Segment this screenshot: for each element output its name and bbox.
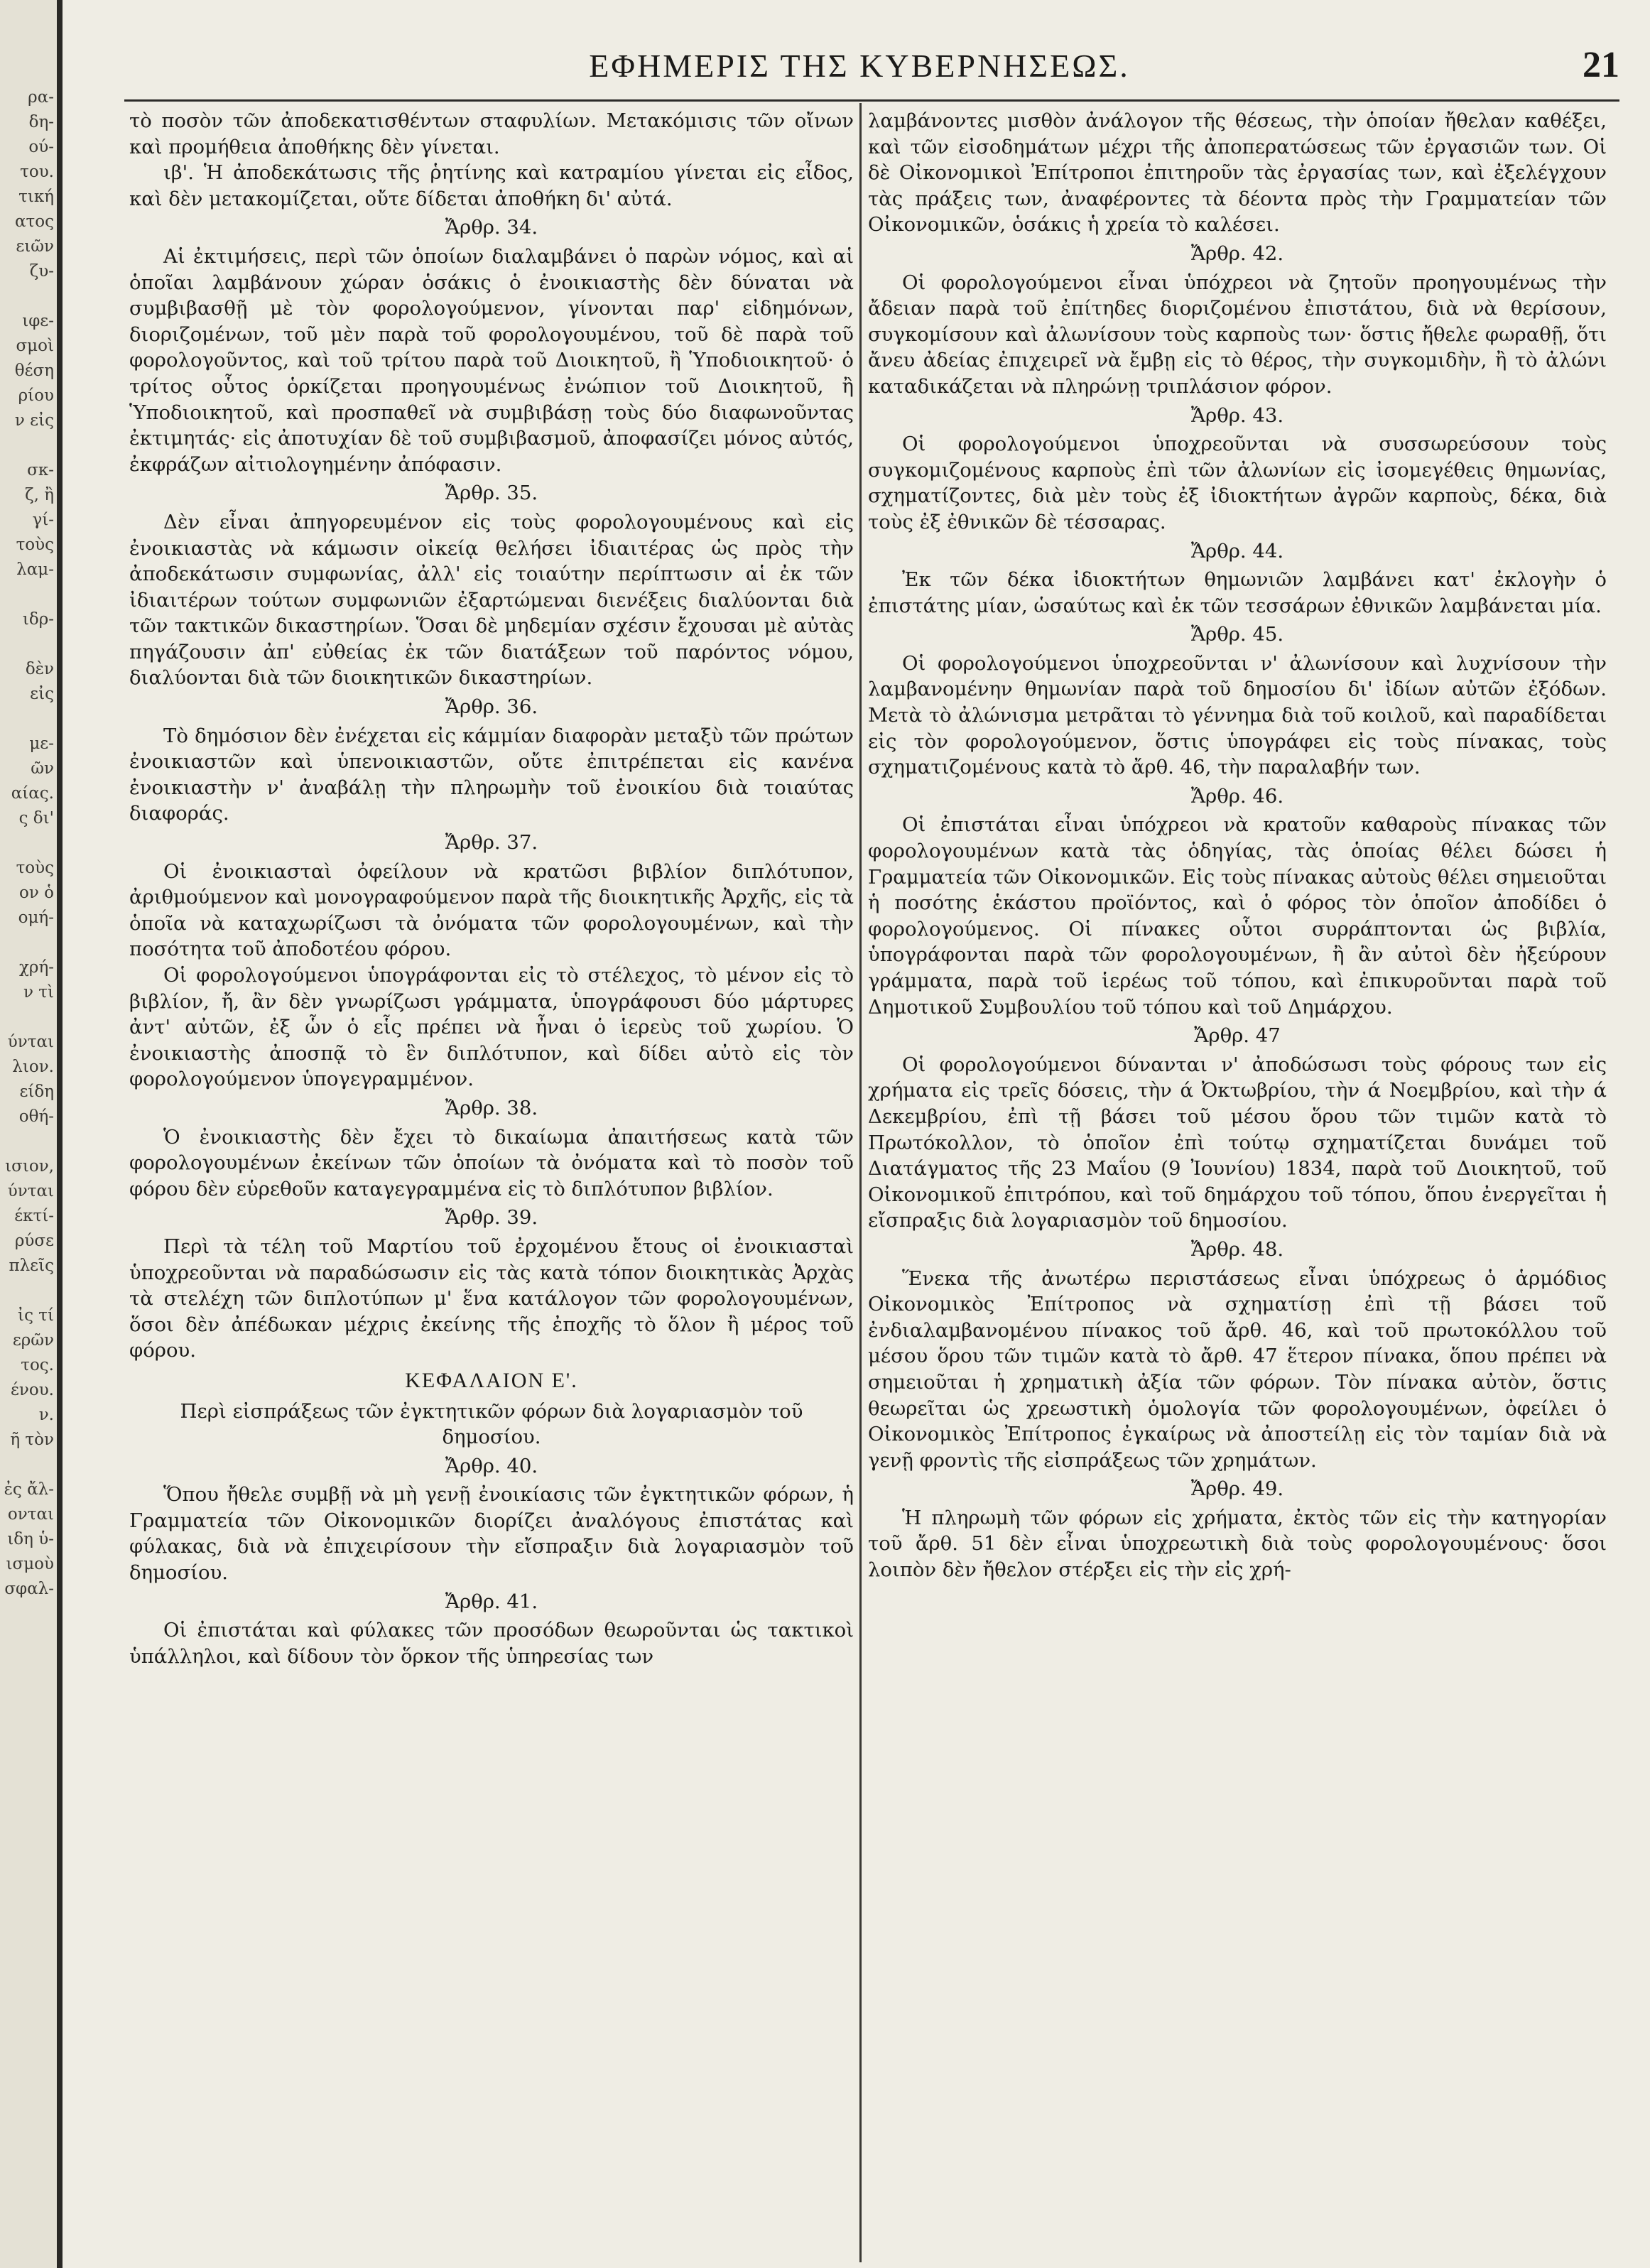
margin-fragment: με- [29,734,54,753]
column-rule [859,103,862,2262]
margin-fragment: είδη [19,1083,54,1101]
margin-fragment [4,433,54,458]
margin-fragment: αίας. [11,784,54,803]
margin-fragment: ισιον, [5,1157,54,1176]
margin-fragment: ἐς ἄλ- [4,1480,54,1499]
margin-fragment [4,1005,54,1030]
adjacent-page-fragments [4,85,54,1602]
page-number: 21 [1583,45,1619,85]
margin-fragment: ού- [28,138,54,156]
article-heading: Ἄρθρ. 48. [1190,1237,1284,1261]
left-column [129,108,854,1669]
article-heading: Ἄρθρ. 47 [1194,1024,1281,1048]
margin-fragment: σκ- [27,461,54,479]
margin-fragment [4,1129,54,1154]
margin-fragment: ζυ- [29,262,54,281]
margin-fragment: ρύσε [14,1232,54,1250]
paragraph: Οἱ ἐνοικιασταὶ ὀφείλουν νὰ κρατῶσι βιβλίον διπλότυπον, ἀριθμούμενον καὶ μονογραφούμενον παρὰ τῆς διοικητικῆς Ἀρχῆς, εἰς τὰ ὁποῖα νὰ καταχωρίζωσι τὰ ὀνόματα τῶν φορολογουμένων, καὶ τὴν ποσότητα τοῦ ἀποδοτέου φόρου. [129,859,854,961]
paragraph: Οἱ ἐπιστάται εἶναι ὑπόχρεοι νὰ κρατοῦν καθαροὺς πίνακας τῶν φορολογουμένων κατὰ τὰς ὁδηγίας, τὰς ὁποίας θέλει δώσει ἡ Γραμματεία τῶν Οἰκονομικῶν. Εἰς τοὺς πίνακας αὐτοὺς θέλει σημειοῦται ἡ ποσότης ἑκάστου προϊόντος, καὶ ὁ φόρος τὸν ὁποῖον ἀποδίδει ὁ φορολογούμενος. Οἱ πίνακες οὗτοι συρράπτονται ὡς βιβλία, ὑπογράφονται παρὰ τῶν φορολογουμένων, ἢ ἂν αὐτοὶ δὲν ἠξεύρουν γράμματα, παρὰ τοῦ ἱερέως τοῦ τόπου, καὶ ἐπικυροῦνται παρὰ τοῦ Δημοτικοῦ Συμβουλίου τοῦ τόπου καὶ τοῦ Δημάρχου. [868,813,1607,1019]
margin-fragment: ρίου [18,386,54,405]
margin-fragment: του. [20,163,54,181]
article-heading: Ἄρθρ. 41. [445,1590,538,1613]
margin-fragment: ειῶν [16,237,54,256]
margin-fragment [4,1279,54,1303]
margin-fragment: τος. [21,1356,54,1374]
margin-fragment: θέση [14,362,54,380]
paragraph: Αἱ ἐκτιμήσεις, περὶ τῶν ὁποίων διαλαμβάνει ὁ παρὼν νόμος, καὶ αἱ ὁποῖαι λαμβάνουν χώραν ὁσάκις ὁ ἐνοικιαστὴς δὲν δύναται νὰ συμβιβασθῇ μὲ τὸν φορολογούμενον, γίνονται παρ' εἰδημόνων, διοριζομένων, τοῦ μὲν παρὰ τοῦ φορολογουμένου, τοῦ δὲ παρὰ τοῦ φορολογοῦντος, καὶ τοῦ τρίτου παρὰ τοῦ Διοικητοῦ, ἢ Ὑποδιοικητοῦ· ὁ τρίτος οὗτος ὁρκίζεται προηγουμένως ἐνώπιον τοῦ Διοικητοῦ, ἢ Ὑποδιοικητοῦ, καὶ προσπαθεῖ νὰ συμβιβάσῃ τοὺς δύο διαφωνοῦντας ἐκτιμητάς· εἰς ἀποτυχίαν δὲ τοῦ συμβιβασμοῦ, ἀποφασίζει μόνος αὐτός, ἐκφράζων αἰτιολογημένην ἀπόφασιν. [129,244,854,476]
paragraph: Οἱ ἐπιστάται καὶ φύλακες τῶν προσόδων θεωροῦνται ὡς τακτικοὶ ὑπάλληλοι, καὶ δίδουν τὸν ὅρκον τῆς ὑπηρεσίας των [129,1619,854,1668]
book-spine [57,0,63,2268]
margin-fragment: ον ὁ [19,884,54,902]
paragraph: Περὶ τὰ τέλη τοῦ Μαρτίου τοῦ ἐρχομένου ἔτους οἱ ἐνοικιασταὶ ὑποχρεοῦνται νὰ παραδώσωσιν εἰς τὰς κατὰ τόπον διοικητικὰς Ἀρχὰς τὰ στελέχη τῶν διπλοτύπων μ' ἕνα κατάλογον τῶν φορολογουμένων, ὅσοι δὲν ἀπέδωκαν μέχρις ἐκείνης τῆς ἐποχῆς τὸ ὅλον ἢ μέρος τοῦ φόρου. [129,1235,854,1362]
margin-fragment: ρα- [28,88,54,107]
margin-fragment: ν. [38,1406,54,1424]
margin-fragment: ομή- [18,908,54,927]
margin-fragment: έκτί- [14,1207,54,1225]
margin-fragment: ιδρ- [22,610,54,629]
margin-fragment: ισμοὺ [6,1555,54,1573]
margin-fragment: ιδη ὑ- [7,1530,54,1548]
margin-fragment: ονται [7,1505,54,1524]
article-heading: Ἄρθρ. 42. [1190,242,1284,265]
right-column [868,108,1607,1583]
margin-fragment: ζ, ἢ [25,486,54,504]
article-heading: Ἄρθρ. 46. [1190,784,1284,808]
paragraph: Οἱ φορολογούμενοι ὑπογράφονται εἰς τὸ στέλεχος, τὸ μένον εἰς τὸ βιβλίον, ἤ, ἂν δὲν γνωρίζωσι γράμματα, ὑπογράφουσι δύο μάρτυρες ἀντ' αὐτῶν, ἐξ ὧν ὁ εἷς πρέπει νὰ ἦναι ὁ ἱερεὺς τοῦ χωρίου. Ὁ ἐνοικιαστὴς ἀποσπᾷ τὸ ἓν διπλότυπον, καὶ δίδει αὐτὸ εἰς τὸν φορολογούμενον ὑπογεγραμμένον. [129,964,854,1091]
article-heading: Ἄρθρ. 43. [1190,403,1284,427]
paragraph: Οἱ φορολογούμενοι εἶναι ὑπόχρεοι νὰ ζητοῦν προηγουμένως τὴν ἄδειαν παρὰ τοῦ ἐπίτηδες διοριζομένου ἐπιστάτου, διὰ νὰ θερίσουν, συγκομίσουν καὶ ἀλωνίσουν τοὺς καρποὺς των· ὅστις ἤθελε φωραθῇ, ὅτι ἄνευ ἀδείας ἐπιχειρεῖ νὰ ἔμβῃ εἰς τὸ θέρος, τὴν συγκομιδὴν, ἢ τὸ ἀλώνι καταδικάζεται νὰ πληρώνῃ τριπλάσιον φόρον. [868,271,1607,398]
margin-fragment: ν τὶ [23,983,54,1002]
margin-fragment: χρή- [18,958,54,977]
margin-fragment: ῆ τὸν [10,1431,54,1449]
margin-fragment: τοὺς [16,859,54,877]
paragraph: λαμβάνοντες μισθὸν ἀνάλογον τῆς θέσεως, τὴν ὁποίαν ἤθελαν καθέξει, καὶ τῶν εἰσοδημάτων μέχρι τῆς ἀποπερατώσεως τῶν ἐργασιῶν των. Οἱ δὲ Οἰκονομικοὶ Ἐπίτροποι ἐπιτηροῦν τὰς ἐργασίας των, καὶ ἐξελέγχουν τὰς πράξεις των, ἀναφέροντες τὰ δέοντα πρὸς τὴν Γραμματείαν τῶν Οἰκονομικῶν, ὁσάκις ἡ χρεία τὸ καλέσει. [868,109,1607,237]
margin-fragment: ύνται [7,1033,54,1051]
margin-fragment: πλεῖς [9,1257,54,1275]
article-heading: Ἄρθρ. 34. [445,216,538,239]
paragraph: Ἡ πληρωμὴ τῶν φόρων εἰς χρήματα, ἐκτὸς τῶν εἰς τὴν κατηγορίαν τοῦ ἄρθ. 51 δὲν εἶναι ὑποχρεωτικὴ διὰ τοὺς φορολογουμένους· ὅσοι λοιπὸν δὲν ἤθελον στέρξει εἰς τὴν εἰς χρή- [868,1506,1607,1582]
margin-fragment [4,284,54,309]
page-header [85,44,1634,87]
left-page-gutter [0,0,63,2268]
paragraph: Οἱ φορολογούμενοι ὑποχρεοῦνται νὰ συσσωρεύσουν τοὺς συγκομιζομένους καρποὺς ἐπὶ τῶν ἀλωνίων εἰς ἰσομεγέθεις θημωνίας, σχηματίζοντες, διὰ μὲν τοὺς ἐξ ἰδιοκτήτων ἀγρῶν καρποὺς, δέκα, διὰ τοὺς ἐξ ἐθνικῶν δὲ τέσσαρας. [868,433,1607,533]
article-heading: Ἄρθρ. 35. [445,482,538,505]
margin-fragment: γί- [32,511,54,529]
margin-fragment: ιφε- [22,312,54,330]
paragraph: τὸ ποσὸν τῶν ἀποδεκατισθέντων σταφυλίων. Μετακόμισις τῶν οἴνων καὶ προμήθεια ἀποθήκης δὲν γίνεται. [129,109,854,158]
margin-fragment: λαμ- [16,560,54,579]
margin-fragment: οθή- [18,1107,54,1126]
article-heading: Ἄρθρ. 40. [445,1454,538,1477]
margin-fragment: τική [18,188,54,206]
margin-fragment: ατος [15,212,54,231]
margin-fragment: ένου. [10,1381,54,1399]
margin-fragment [4,632,54,657]
margin-fragment: σφαλ- [4,1580,54,1598]
margin-fragment [4,582,54,607]
paragraph: Ὅπου ἤθελε συμβῇ νὰ μὴ γενῇ ἐνοικίασις τῶν ἐγκτητικῶν φόρων, ἡ Γραμματεία τῶν Οἰκονομικῶν διορίζει ἀναλόγους ἐπιστάτας καὶ φύλακας, διὰ νὰ ἐπιχειρίσουν τὴν εἴσπραξιν διὰ λογαριασμὸν τοῦ δημοσίου. [129,1483,854,1585]
page-title: ΕΦΗΜΕΡΙΣ ΤΗΣ ΚΥΒΕΡΝΗΣΕΩΣ. [589,48,1130,84]
margin-fragment [4,1453,54,1477]
paragraph: Ἕνεκα τῆς ἀνωτέρω περιστάσεως εἶναι ὑπόχρεως ὁ ἁρμόδιος Οἰκονομικὸς Ἐπίτροπος νὰ σχηματίσῃ ἐπὶ τῇ βάσει τοῦ ἐνδιαλαμβανομένου πίνακος τοῦ ἄρθ. 46, καὶ τοῦ πρωτοκόλλου τοῦ μέσου ὅρου τῶν τιμῶν κατὰ τὸ ἄρθ. 47 ἕτερον πίνακα, ὅπου πρέπει νὰ σημειοῦται ἡ χρηματικὴ ἀξία τῶν φόρων. Τὸν πίνακα αὐτὸν, ὅστις θεωρεῖται ὡς χρεωστικὴ ὁμολογία τῶν φορολογουμένων, ὀφείλει ὁ Οἰκονομικὸς Ἐπίτροπος ἐγκαίρως νὰ ἀποστείλῃ εἰς τὸν ταμίαν διὰ νὰ γενῇ φροντὶς τῆς εἰσπράξεως τῶν χρημάτων. [868,1266,1607,1472]
margin-fragment: ν εἰς [14,411,54,430]
margin-fragment: σμοὶ [16,337,54,355]
margin-fragment: λιον. [12,1058,54,1076]
margin-fragment: δη- [28,113,54,131]
article-heading: Ἄρθρ. 37. [445,831,538,854]
article-heading: Ἄρθρ. 44. [1190,539,1284,563]
margin-fragment [4,930,54,955]
chapter-heading: ΚΕΦΑΛΑΙΟΝ Ε'. [405,1368,578,1392]
margin-fragment [4,707,54,732]
paragraph: Οἱ φορολογούμενοι δύνανται ν' ἀποδώσωσι τοὺς φόρους των εἰς χρήματα εἰς τρεῖς δόσεις, τὴν ά Ὀκτωβρίου, τὴν ά Νοεμβρίου, καὶ τὴν ά Δεκεμβρίου, ἐπὶ τῇ βάσει τοῦ μέσου ὅρου τῶν τιμῶν κατὰ τὸ Πρωτόκολλον, τὸ ὁποῖον ἐπὶ τούτῳ σχηματίζεται δυνάμει τοῦ Διατάγματος τῆς 23 Μαΐου (9 Ἰουνίου) 1834, παρὰ τοῦ Διοικητοῦ, τοῦ Οἰκονομικοῦ ἐπιτρόπου, καὶ τοῦ δημάρχου τοῦ τόπου, ὅπου ἐνεργεῖται ἡ εἴσπραξις διὰ λογαριασμὸν τοῦ δημοσίου. [868,1053,1607,1232]
paragraph: Τὸ δημόσιον δὲν ἐνέχεται εἰς κάμμίαν διαφορὰν μεταξὺ τῶν πρώτων ἐνοικιαστῶν καὶ ὑπενοικιαστῶν, οὔτε ἐπιτρέπεται εἰς κανένα ἐνοικιαστὴν ν' ἀναβάλῃ τὴν πληρωμὴν τοῦ ἐνοικίου διὰ τοιαύτας διαφοράς. [129,724,854,825]
header-rule [124,99,1619,102]
margin-fragment: ς δι' [18,809,54,828]
chapter-title: Περὶ εἰσπράξεως τῶν ἐγκτητικῶν φόρων διὰ λογαριασμὸν τοῦ δημοσίου. [180,1399,803,1449]
article-heading: Ἄρθρ. 49. [1190,1477,1284,1501]
margin-fragment: τοὺς [16,536,54,554]
margin-fragment: ερῶν [12,1331,54,1350]
article-heading: Ἄρθρ. 36. [445,695,538,719]
paragraph: Ὁ ἐνοικιαστὴς δὲν ἔχει τὸ δικαίωμα ἀπαιτήσεως κατὰ τῶν φορολογουμένων ἐκείνων τῶν ὁποίων τὰ ὀνόματα καὶ τὸ ποσὸν τοῦ φόρου δὲν εὑρεθοῦν καταγεγραμμένα εἰς τὸ διπλότυπον βιβλίον. [129,1125,854,1200]
margin-fragment: ύνται [7,1182,54,1200]
margin-fragment: ῶν [31,759,54,778]
paragraph: Ἐκ τῶν δέκα ἰδιοκτήτων θημωνιῶν λαμβάνει κατ' ἐκλογὴν ὁ ἐπιστάτης μίαν, ὡσαύτως καὶ ἐκ τῶν τεσσάρων ἐθνικῶν λαμβάνεται μία. [868,568,1607,617]
margin-fragment [4,831,54,856]
article-heading: Ἄρθρ. 45. [1190,623,1284,646]
margin-fragment: εἰς [30,685,54,703]
margin-fragment: δὲν [25,660,54,678]
paragraph: ιβ'. Ἡ ἀποδεκάτωσις τῆς ῥητίνης καὶ κατραμίου γίνεται εἰς εἶδος, καὶ δὲν μετακομίζεται, οὔτε δίδεται ἀποθήκη δι' αὐτά. [129,161,854,210]
paragraph: Δὲν εἶναι ἀπηγορευμένον εἰς τοὺς φορολογουμένους καὶ εἰς ἐνοικιαστὰς νὰ κάμωσιν οἰκείᾳ θελήσει ἰδιαιτέρας ὡς πρὸς τὴν ἀποδεκάτωσιν συμφωνίας, ἀλλ' εἰς τοιαύτην περίπτωσιν αἱ ἐκ τῶν ἰδιαιτέρων τούτων συμφωνιῶν ἐξαρτώμεναι διενέξεις διαλύονται διὰ τῶν τακτικῶν δικαστηρίων. Ὅσαι δὲ μηδεμίαν σχέσιν ἔχουσαι μὲ αὐτὰς πηγάζουσιν ἀπ' εὐθείας ἐκ τῶν διατάξεων τοῦ παρόντος νόμου, διαλύονται διὰ τῶν διοικητικῶν δικαστηρίων. [129,510,854,690]
paragraph: Οἱ φορολογούμενοι ὑποχρεοῦνται ν' ἀλωνίσουν καὶ λυχνίσουν τὴν λαμβανομένην θημωνίαν παρὰ τοῦ δημοσίου δι' ἰδίων αὐτῶν ἐξόδων. Μετὰ τὸ ἀλώνισμα μετρᾶται τὸ γέννημα διὰ τοῦ κοιλοῦ, καὶ παραδίδεται εἰς τὸν φορολογούμενον, ὅστις ὑπογράφει εἰς τοὺς πίνακας, τοὺς σχηματιζομένους κατὰ τὸ ἄρθ. 46, τὴν παραλαβήν των. [868,651,1607,779]
article-heading: Ἄρθρ. 39. [445,1206,538,1230]
margin-fragment: ἰς τί [18,1306,54,1325]
article-heading: Ἄρθρ. 38. [445,1096,538,1119]
